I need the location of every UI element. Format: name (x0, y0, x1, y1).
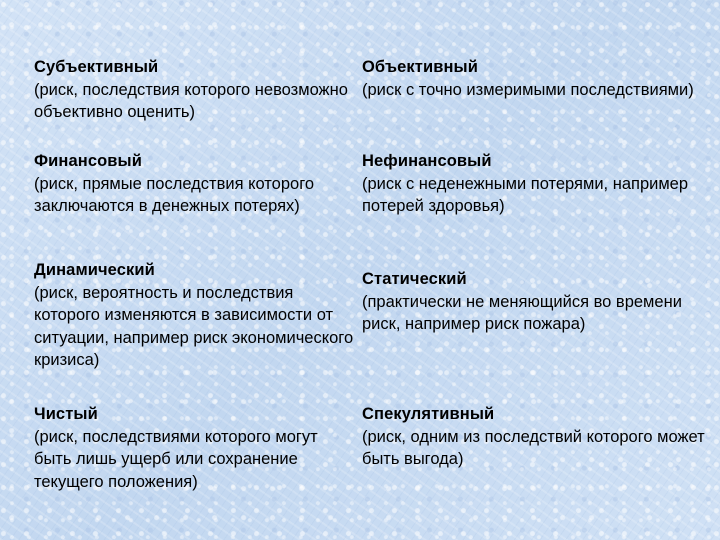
risk-type-objective (362, 56, 712, 101)
risk-type-description: (риск с неденежными потерями, например потерей здоровья) (362, 174, 689, 215)
risk-type-subjective (34, 56, 356, 124)
risk-type-financial (34, 150, 356, 218)
risk-type-description: (риск, прямые последствия которого заключаются в денежных потерях) (34, 174, 315, 215)
risk-type-description: (риск, вероятность и последствия которого изменяются в зависимости от ситуации, например риск экономического кризиса) (34, 283, 354, 369)
risk-type-description: (практически не меняющийся во времени риск, например риск пожара) (362, 292, 682, 333)
risk-type-dynamic (34, 259, 356, 372)
risk-type-title: Динамический (34, 261, 155, 279)
risk-type-description: (риск, последствия которого невозможно объективно оценить) (34, 80, 348, 121)
risk-type-non-financial (362, 150, 712, 218)
risk-type-title: Нефинансовый (362, 152, 492, 170)
risk-type-static (362, 268, 712, 336)
risk-type-title: Финансовый (34, 152, 142, 170)
risk-type-description: (риск, одним из последствий которого может быть выгода) (362, 427, 705, 468)
risk-type-speculative (362, 403, 712, 471)
risk-type-description: (риск с точно измеримыми последствиями) (362, 80, 694, 99)
risk-type-title: Объективный (362, 58, 478, 76)
risk-type-pure (34, 403, 356, 493)
risk-type-title: Спекулятивный (362, 405, 495, 423)
risk-type-title: Статический (362, 270, 467, 288)
risk-type-description: (риск, последствиями которого могут быть лишь ущерб или сохранение текущего положения) (34, 427, 318, 491)
risk-type-title: Чистый (34, 405, 98, 423)
risk-type-title: Субъективный (34, 58, 159, 76)
